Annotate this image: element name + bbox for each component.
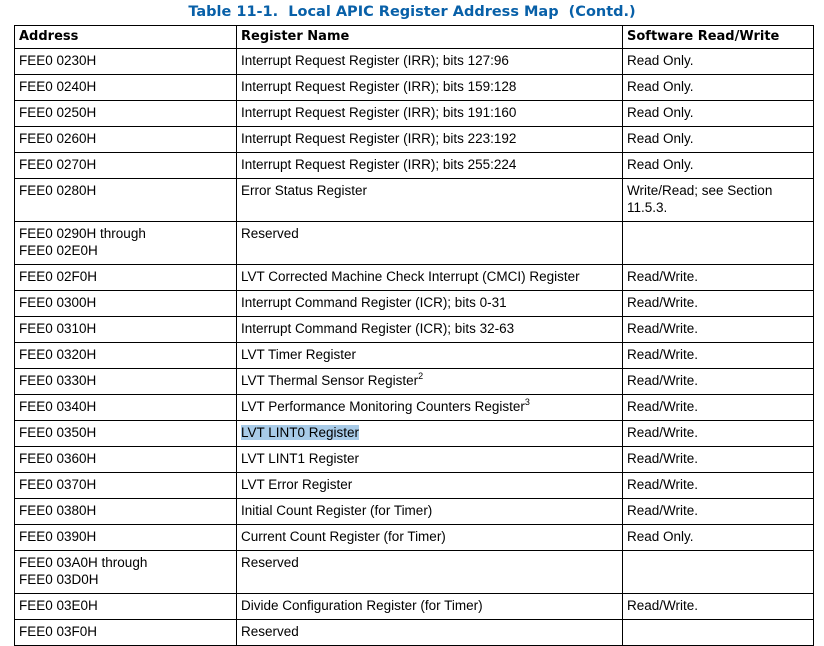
register-name-cell: [237, 369, 623, 395]
address-text: FEE0 0300H: [19, 295, 97, 310]
table-row: [15, 551, 814, 594]
register-name-cell: [237, 153, 623, 179]
address-text: FEE0 0380H: [19, 503, 97, 518]
register-name-text: LVT Performance Monitoring Counters Register: [241, 399, 525, 414]
software-access-cell: [623, 447, 814, 473]
register-name-cell: [237, 343, 623, 369]
address-text: FEE0 03D0H: [19, 572, 99, 587]
header-register-name: Register Name: [237, 26, 623, 49]
register-name-text: Current Count Register (for Timer): [241, 529, 446, 544]
apic-register-table: [14, 25, 814, 646]
access-text: Read Only.: [627, 105, 694, 120]
address-cell: [15, 395, 237, 421]
register-name-cell: [237, 594, 623, 620]
address-cell: [15, 594, 237, 620]
register-name-text: Interrupt Request Register (IRR); bits 159:128: [241, 79, 517, 94]
address-text: FEE0 0370H: [19, 477, 97, 492]
footnote-marker: 2: [418, 371, 424, 381]
software-access-cell: [623, 75, 814, 101]
access-text: 11.5.3.: [627, 200, 668, 215]
address-cell: [15, 317, 237, 343]
table-row: [15, 291, 814, 317]
access-text: Read/Write.: [627, 451, 699, 466]
register-name-cell: [237, 127, 623, 153]
address-text: FEE0 03A0H through: [19, 555, 148, 570]
software-access-cell: [623, 179, 814, 222]
address-text: FEE0 0310H: [19, 321, 97, 336]
address-text: FEE0 0330H: [19, 373, 97, 388]
address-cell: [15, 49, 237, 75]
software-access-cell: [623, 421, 814, 447]
software-access-cell: [623, 620, 814, 646]
table-row: [15, 317, 814, 343]
address-cell: [15, 291, 237, 317]
register-name-text: Interrupt Request Register (IRR); bits 127:96: [241, 53, 509, 68]
software-access-cell: [623, 395, 814, 421]
register-name-text: LVT Thermal Sensor Register: [241, 373, 419, 388]
register-name-cell: [237, 447, 623, 473]
access-text: Read Only.: [627, 157, 694, 172]
software-access-cell: [623, 153, 814, 179]
software-access-cell: [623, 265, 814, 291]
access-text: Read Only.: [627, 79, 694, 94]
register-name-cell: [237, 75, 623, 101]
table-row: [15, 127, 814, 153]
software-access-cell: [623, 49, 814, 75]
register-name-cell: [237, 551, 623, 594]
register-name-text: Interrupt Request Register (IRR); bits 255:224: [241, 157, 517, 172]
address-cell: [15, 222, 237, 265]
table-row: [15, 421, 814, 447]
software-access-cell: [623, 317, 814, 343]
address-cell: [15, 421, 237, 447]
access-text: Read Only.: [627, 529, 694, 544]
table-row: [15, 447, 814, 473]
access-text: Read/Write.: [627, 373, 699, 388]
register-name-text: LVT Corrected Machine Check Interrupt (CMCI) Register: [241, 269, 580, 284]
address-text: FEE0 0270H: [19, 157, 97, 172]
register-name-cell: [237, 395, 623, 421]
table-row: [15, 594, 814, 620]
address-text: FEE0 0230H: [19, 53, 97, 68]
access-text: Read Only.: [627, 53, 694, 68]
address-cell: [15, 75, 237, 101]
address-cell: [15, 265, 237, 291]
register-name-cell: [237, 222, 623, 265]
address-text: FEE0 03F0H: [19, 624, 98, 639]
register-name-text: Interrupt Command Register (ICR); bits 0-31: [241, 295, 507, 310]
register-name-text: Interrupt Command Register (ICR); bits 32-63: [241, 321, 515, 336]
access-text: Read/Write.: [627, 425, 699, 440]
address-cell: [15, 179, 237, 222]
table-row: [15, 395, 814, 421]
register-name-text: LVT Error Register: [241, 477, 353, 492]
access-text: Read Only.: [627, 131, 694, 146]
table-row: [15, 153, 814, 179]
register-name-cell: [237, 421, 623, 447]
register-name-text: Reserved: [241, 226, 299, 241]
address-cell: [15, 525, 237, 551]
register-name-cell: [237, 499, 623, 525]
address-cell: [15, 499, 237, 525]
register-name-cell: [237, 49, 623, 75]
address-text: FEE0 0260H: [19, 131, 97, 146]
header-software-access: Software Read/Write: [623, 26, 814, 49]
access-text: Read/Write.: [627, 321, 699, 336]
address-cell: [15, 473, 237, 499]
register-name-text: Error Status Register: [241, 183, 368, 198]
register-name-text: LVT LINT1 Register: [241, 451, 360, 466]
software-access-cell: [623, 473, 814, 499]
software-access-cell: [623, 343, 814, 369]
address-cell: [15, 343, 237, 369]
software-access-cell: [623, 594, 814, 620]
table-header-row: [15, 26, 814, 49]
access-text: Read/Write.: [627, 598, 699, 613]
access-text: Read/Write.: [627, 347, 699, 362]
register-name-cell: [237, 317, 623, 343]
address-text: FEE0 0290H through: [19, 226, 146, 241]
address-text: FEE0 0320H: [19, 347, 97, 362]
address-text: FEE0 03E0H: [19, 598, 98, 613]
software-access-cell: [623, 127, 814, 153]
address-cell: [15, 369, 237, 395]
table-caption: Table 11-1. Local APIC Register Address Map (Contd.): [188, 4, 636, 20]
software-access-cell: [623, 291, 814, 317]
access-text: Write/Read; see Section: [627, 183, 773, 198]
register-name-text: Divide Configuration Register (for Timer): [241, 598, 483, 613]
register-name-text: LVT LINT0 Register: [241, 425, 360, 440]
register-name-cell: [237, 265, 623, 291]
software-access-cell: [623, 369, 814, 395]
software-access-cell: [623, 499, 814, 525]
register-name-cell: [237, 101, 623, 127]
register-name-text: Interrupt Request Register (IRR); bits 223:192: [241, 131, 517, 146]
register-name-cell: [237, 620, 623, 646]
table-body: [15, 49, 814, 646]
table-row: [15, 179, 814, 222]
register-name-text: Reserved: [241, 624, 299, 639]
table-row: [15, 75, 814, 101]
register-name-text: LVT Timer Register: [241, 347, 357, 362]
access-text: Read/Write.: [627, 269, 699, 284]
address-text: FEE0 02F0H: [19, 269, 98, 284]
access-text: Read/Write.: [627, 503, 699, 518]
address-text: FEE0 0360H: [19, 451, 97, 466]
footnote-marker: 3: [524, 397, 530, 407]
address-cell: [15, 447, 237, 473]
access-text: Read/Write.: [627, 477, 699, 492]
address-cell: [15, 551, 237, 594]
software-access-cell: [623, 101, 814, 127]
software-access-cell: [623, 551, 814, 594]
address-text: FEE0 0340H: [19, 399, 97, 414]
software-access-cell: [623, 222, 814, 265]
table-row: [15, 343, 814, 369]
address-text: FEE0 0280H: [19, 183, 97, 198]
table-row: [15, 49, 814, 75]
address-cell: [15, 101, 237, 127]
header-address: Address: [15, 26, 237, 49]
access-text: Read/Write.: [627, 295, 699, 310]
table-row: [15, 473, 814, 499]
software-access-cell: [623, 525, 814, 551]
address-cell: [15, 153, 237, 179]
address-cell: [15, 620, 237, 646]
register-name-text: Interrupt Request Register (IRR); bits 191:160: [241, 105, 517, 120]
register-name-cell: [237, 473, 623, 499]
register-name-text: Initial Count Register (for Timer): [241, 503, 433, 518]
register-name-text: Reserved: [241, 555, 299, 570]
register-name-cell: [237, 525, 623, 551]
address-text: FEE0 0250H: [19, 105, 97, 120]
address-text: FEE0 0350H: [19, 425, 97, 440]
address-text: FEE0 0390H: [19, 529, 97, 544]
table-row: [15, 101, 814, 127]
address-cell: [15, 127, 237, 153]
register-name-cell: [237, 291, 623, 317]
register-name-cell: [237, 179, 623, 222]
address-text: FEE0 02E0H: [19, 243, 98, 258]
address-text: FEE0 0240H: [19, 79, 97, 94]
table-row: [15, 525, 814, 551]
table-row: [15, 265, 814, 291]
table-row: [15, 620, 814, 646]
table-row: [15, 222, 814, 265]
table-row: [15, 499, 814, 525]
table-row: [15, 369, 814, 395]
access-text: Read/Write.: [627, 399, 699, 414]
